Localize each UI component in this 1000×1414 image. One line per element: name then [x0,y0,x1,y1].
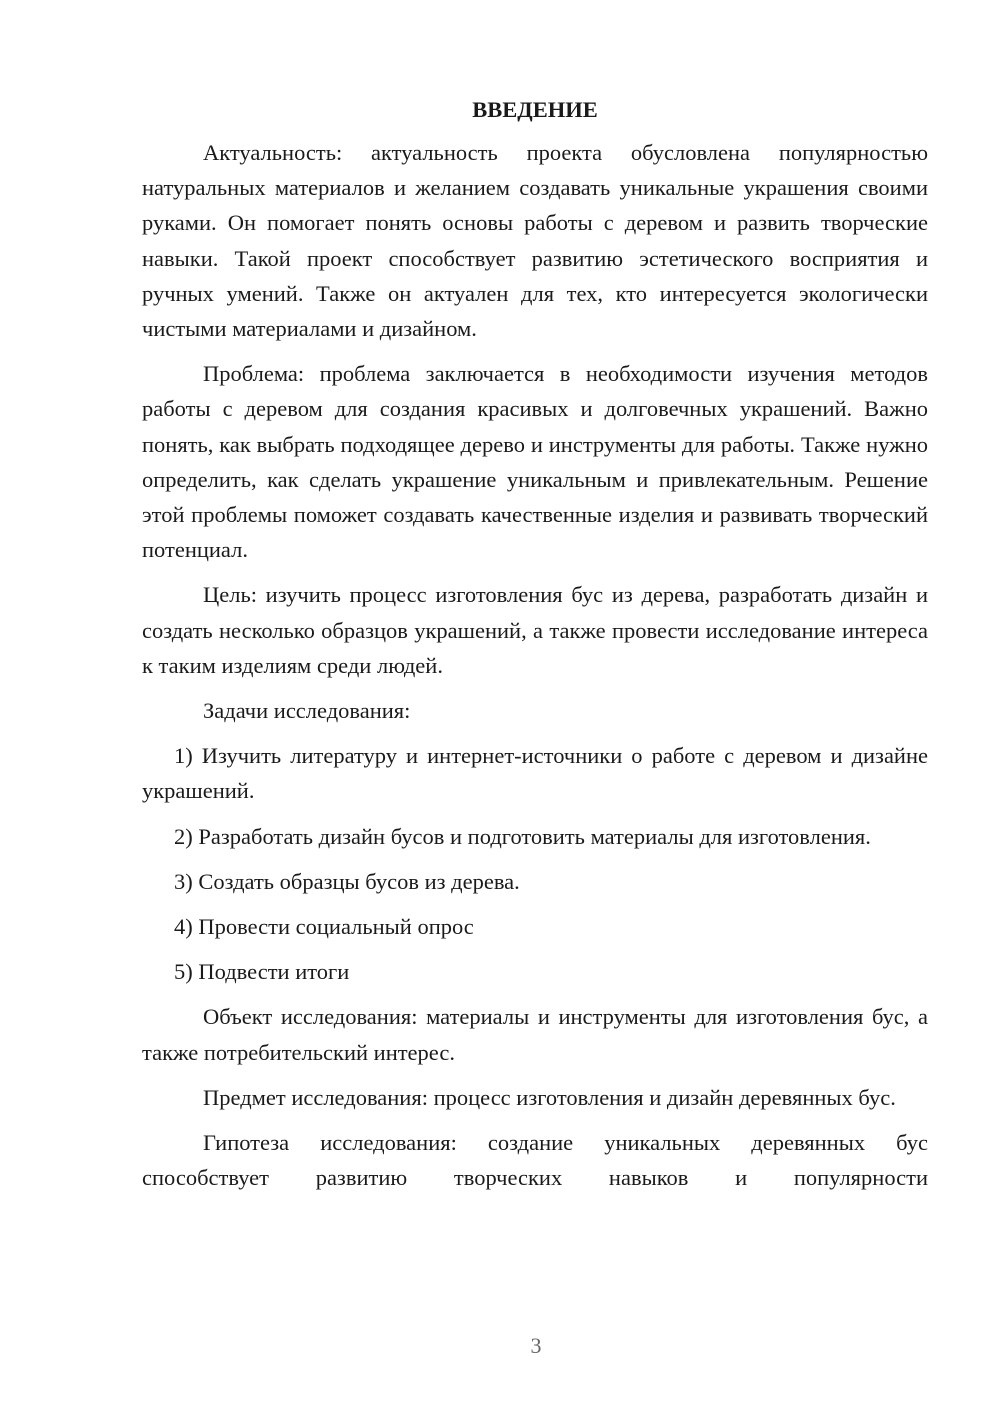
task-item: 5) Подвести итоги [174,959,350,985]
object-paragraph: Объект исследования: материалы и инструменты для изготовления бус, а также потребительский интерес. [142,1004,928,1065]
page-number: 3 [530,1333,542,1358]
task-item: 3) Создать образцы бусов из дерева. [174,868,520,894]
task-item: 2) Разработать дизайн бусов и подготовить материалы для изготовления. [174,823,871,849]
relevance-paragraph: Актуальность: актуальность проекта обусловлена популярностью натуральных материалов и желанием создавать уникальные украшения своими руками. Он помогает понять основы работы с деревом и развить творческие навыки. Такой проект способствует развитию эстетического восприятия и ручных умений. Также он актуален для тех, кто интересуется экологически чистыми материалами и дизайном. [142,140,928,342]
page-title: ВВЕДЕНИЕ [472,97,598,122]
document-page [142,92,928,1205]
hypothesis-paragraph: Гипотеза исследования: создание уникальных деревянных бус способствует развитию творческих навыков и популярности [142,1130,928,1191]
task-item: 1) Изучить литературу и интернет-источники о работе с деревом и дизайне украшений. [142,743,928,804]
tasks-heading: Задачи исследования: [203,698,411,724]
problem-paragraph: Проблема: проблема заключается в необходимости изучения методов работы с деревом для создания красивых и долговечных украшений. Важно понять, как выбрать подходящее дерево и инструменты для работы. Также нужно определить, как сделать украшение уникальным и привлекательным. Решение этой проблемы поможет создавать качественные изделия и развивать творческий потенциал. [142,361,928,563]
goal-paragraph: Цель: изучить процесс изготовления бус из дерева, разработать дизайн и создать несколько образцов украшений, а также провести исследование интереса к таким изделиям среди людей. [142,582,928,678]
subject-paragraph: Предмет исследования: процесс изготовления и дизайн деревянных бус. [203,1084,896,1110]
task-item: 4) Провести социальный опрос [174,914,474,940]
